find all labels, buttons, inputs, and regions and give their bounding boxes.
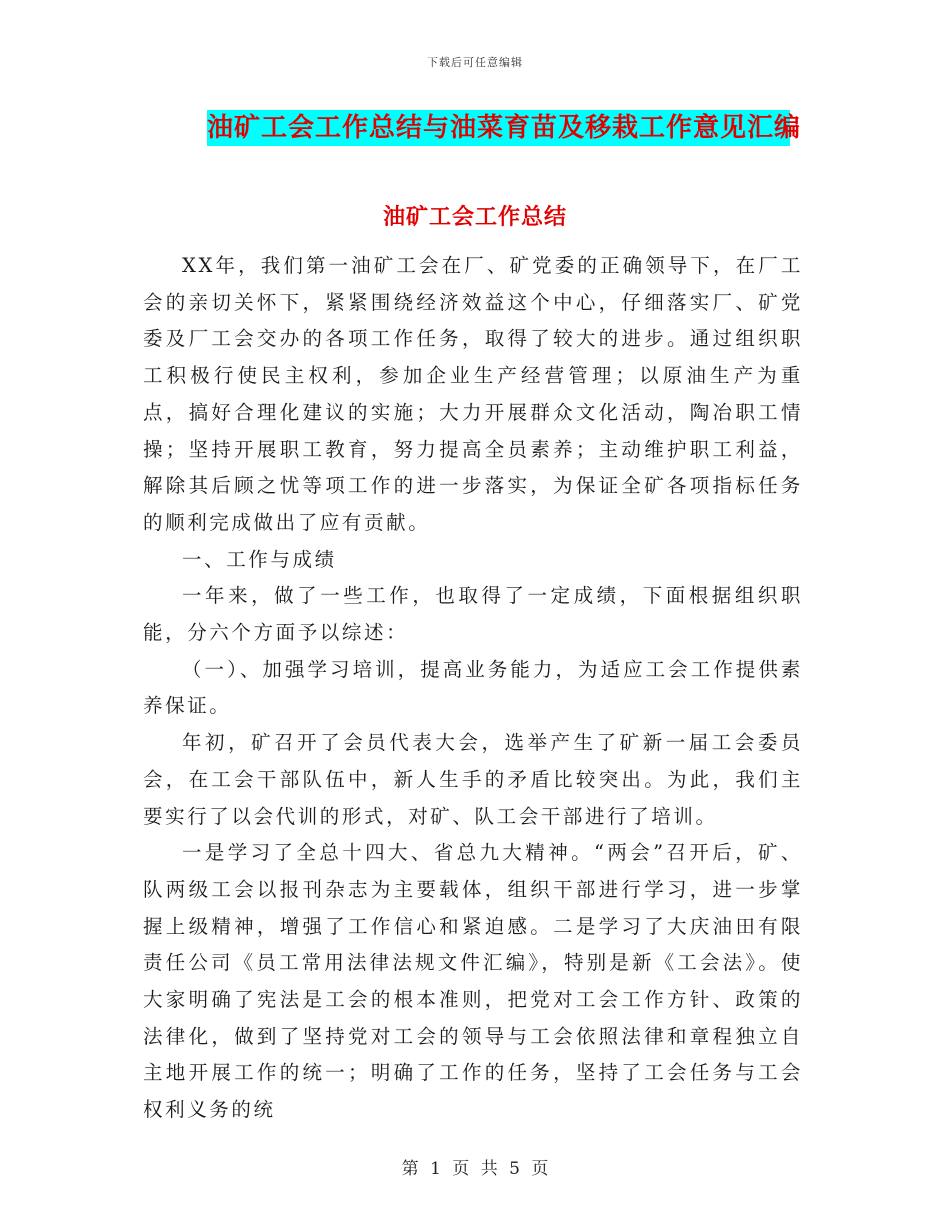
document-body (143, 248, 803, 1129)
paragraph: 一是学习了全总十四大、省总九大精神。“两会”召开后，矿、队两级工会以报刊杂志为主要载体，组织干部进行学习，进一步掌握上级精神，增强了工作信心和紧迫感。二是学习了大庆油田有限责任公司《员工常用法律法规文件汇编》，特别是新《工会法》。使大家明确了宪法是工会的根本准则，把党对工会工作方针、政策的法律化，做到了坚持党对工会的领导与工会依照法律和章程独立自主地开展工作的统一；明确了工作的任务，坚持了工会任务与工会权利义务的统 (143, 841, 803, 1122)
main-title: 油矿工会工作总结与油菜育苗及移栽工作意见汇编 (207, 113, 802, 143)
paragraph: XX年，我们第一油矿工会在厂、矿党委的正确领导下，在厂工会的亲切关怀下，紧紧围绕经济效益这个中心，仔细落实厂、矿党委及厂工会交办的各项工作任务，取得了较大的进步。通过组织职工积极行使民主权利，参加企业生产经营管理；以原油生产为重点，搞好合理化建议的实施；大力开展群众文化活动，陶冶职工情操；坚持开展职工教育，努力提高全员素养；主动维护职工利益，解除其后顾之忧等项工作的进一步落实，为保证全矿各项指标任务的顺利完成做出了应有贡献。 (143, 254, 803, 534)
main-title-highlight (207, 110, 802, 146)
paragraph: 一年来，做了一些工作，也取得了一定成绩，下面根据组织职能，分六个方面予以综述： (143, 584, 803, 645)
paragraph-subheading: （一）、加强学习培训，提高业务能力，为适应工会工作提供素养保证。 (143, 657, 803, 718)
paragraph-heading: 一、工作与成绩 (182, 547, 337, 571)
header-note: 下载后可任意编辑 (427, 56, 523, 69)
page-number-footer: 第 1 页 共 5 页 (401, 1159, 549, 1179)
paragraph: 年初，矿召开了会员代表大会，选举产生了矿新一届工会委员会，在工会干部队伍中，新人生手的矛盾比较突出。为此，我们主要实行了以会代训的形式，对矿、队工会干部进行了培训。 (143, 731, 803, 828)
section-title: 油矿工会工作总结 (382, 204, 567, 230)
